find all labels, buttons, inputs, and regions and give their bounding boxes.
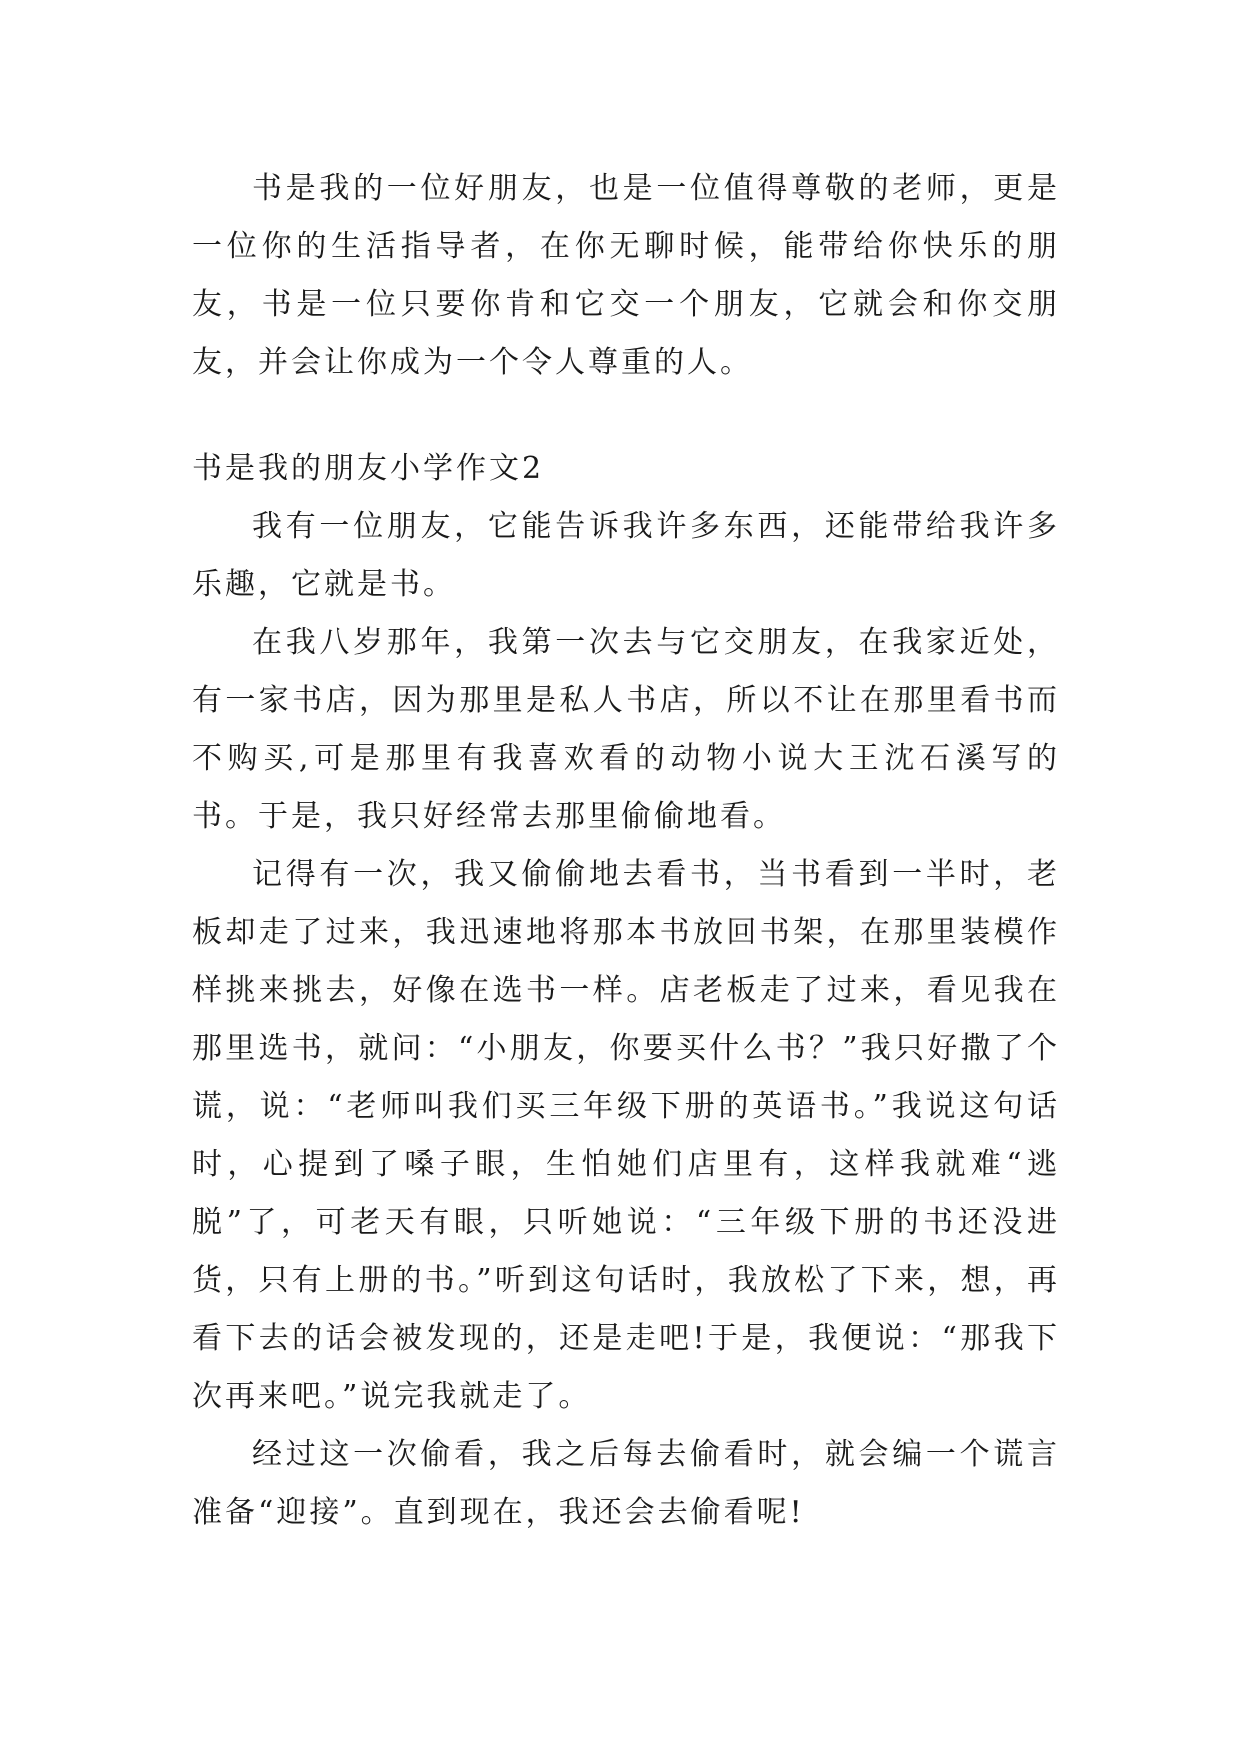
- paragraph-1: 我有一位朋友，它能告诉我许多东西，还能带给我许多乐趣，它就是书。: [192, 509, 1060, 602]
- paragraph-intro: 书是我的一位好朋友，也是一位值得尊敬的老师，更是一位你的生活指导者，在你无聊时候，能带给你快乐的朋友，书是一位只要你肯和它交一个朋友，它就会和你交朋友，并会让你成为一个令人尊重的人。: [192, 171, 1060, 380]
- paragraph-2: 在我八岁那年，我第一次去与它交朋友，在我家近处，有一家书店，因为那里是私人书店，所以不让在那里看书而不购买,可是那里有我喜欢看的动物小说大王沈石溪写的书。于是，我只好经常去那里偷偷地看。: [192, 625, 1060, 834]
- document-body: [192, 160, 1060, 1542]
- paragraph-4: 经过这一次偷看，我之后每去偷看时，就会编一个谎言准备“迎接”。直到现在，我还会去偷看呢!: [192, 1437, 1060, 1530]
- section-title: 书是我的朋友小学作文2: [192, 451, 545, 486]
- paragraph-3: 记得有一次，我又偷偷地去看书，当书看到一半时，老板却走了过来，我迅速地将那本书放回书架，在那里装模作样挑来挑去，好像在选书一样。店老板走了过来，看见我在那里选书，就问：“小朋友，你要买什么书？”我只好撒了个谎，说：“老师叫我们买三年级下册的英语书。”我说这句话时，心提到了嗓子眼，生怕她们店里有，这样我就难“逃脱”了，可老天有眼，只听她说：“三年级下册的书还没进货，只有上册的书。”听到这句话时，我放松了下来，想，再看下去的话会被发现的，还是走吧!于是，我便说：“那我下次再来吧。”说完我就走了。: [192, 857, 1060, 1414]
